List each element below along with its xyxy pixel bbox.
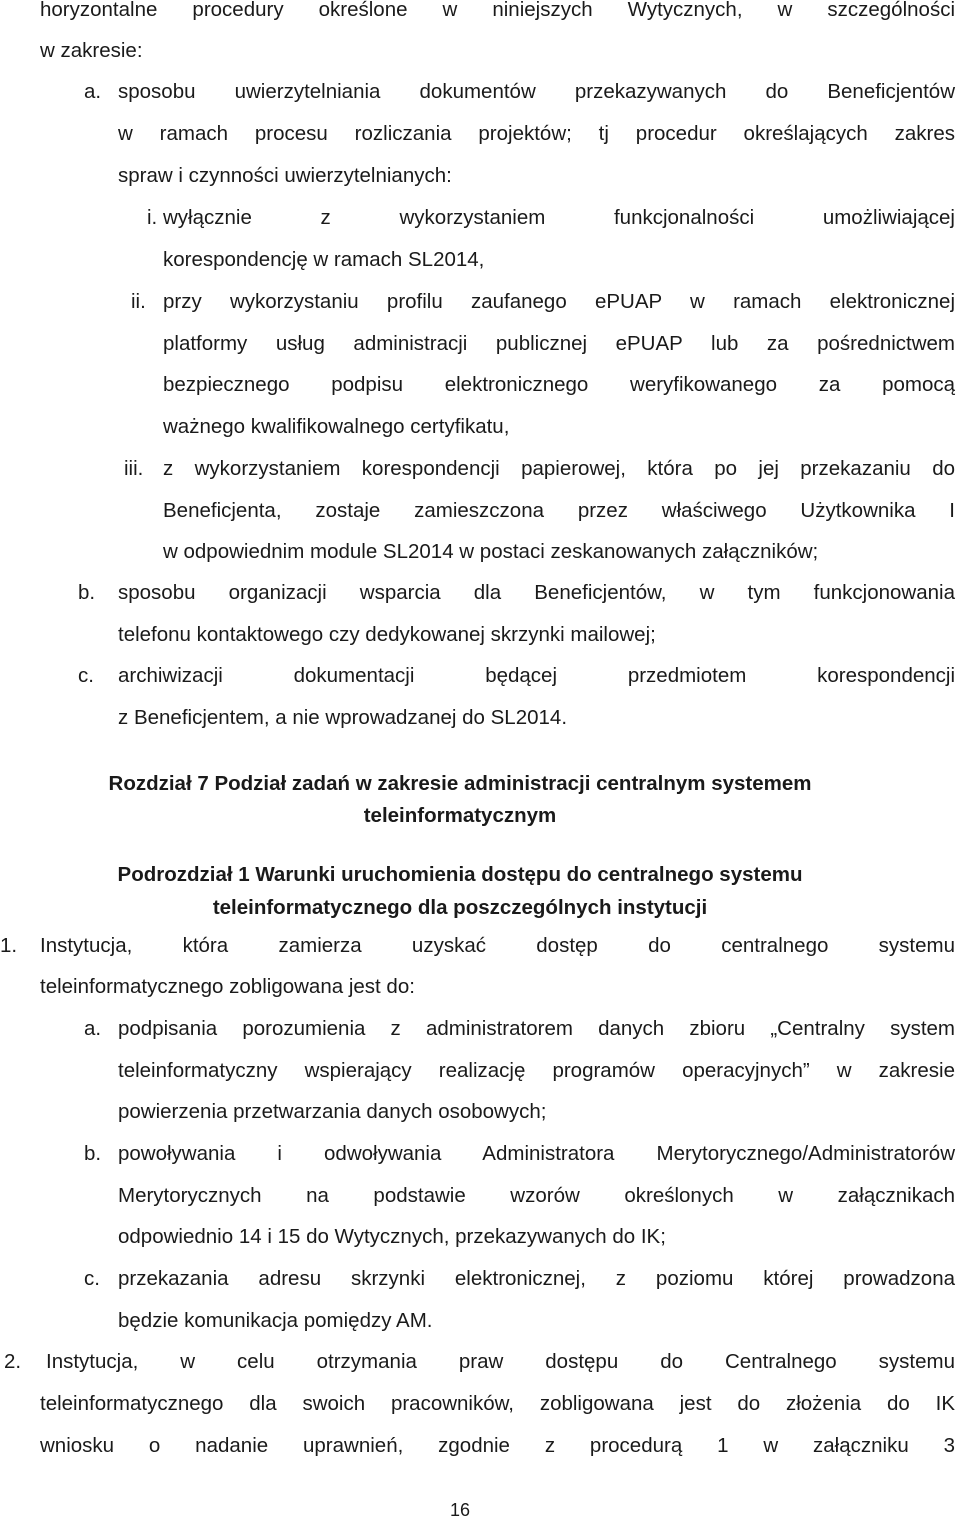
point-line: teleinformatycznego dla swoich pracowników, zobligowana jest do złożenia do IK [40,1392,955,1415]
sublist-item-line: wyłącznie z wykorzystaniem funkcjonalności umożliwiającej [163,206,955,229]
list-item-line: z Beneficjentem, a nie wprowadzanej do SL2014. [118,706,568,729]
list-marker: a. [84,1017,102,1040]
subchapter-heading: teleinformatycznego dla poszczególnych instytucji [212,896,708,919]
chapter-heading: teleinformatycznym [363,804,557,827]
list-item-line: przekazania adresu skrzynki elektronicznej, z poziomu której prowadzona [118,1267,955,1290]
list-item-line: archiwizacji dokumentacji będącej przedmiotem korespondencji [118,664,955,687]
page-number: 16 [449,1500,471,1520]
sublist-item-line: z wykorzystaniem korespondencji papierowej, która po jej przekazaniu do [163,457,955,480]
list-marker: a. [84,80,102,103]
point-line: Instytucja, w celu otrzymania praw dostępu do Centralnego systemu [46,1350,955,1373]
list-item-line: teleinformatyczny wspierający realizację programów operacyjnych” w zakresie [118,1059,955,1082]
list-item-line: sposobu organizacji wsparcia dla Beneficjentów, w tym funkcjonowania [118,581,955,604]
list-item-line: będzie komunikacja pomiędzy AM. [118,1309,433,1332]
list-item-line: spraw i czynności uwierzytelnianych: [118,164,452,187]
sublist-item-line: w odpowiednim module SL2014 w postaci zeskanowanych załączników; [163,540,819,563]
list-item-line: w ramach procesu rozliczania projektów; tj procedur określających zakres [118,122,955,145]
point-marker: 1. [0,934,18,957]
chapter-heading: Rozdział 7 Podział zadań w zakresie administracji centralnym systemem [108,772,812,795]
point-line: wniosku o nadanie uprawnień, zgodnie z procedurą 1 w załączniku 3 [40,1434,955,1457]
point-line: teleinformatycznego zobligowana jest do: [40,975,415,998]
sublist-item-line: bezpiecznego podpisu elektronicznego weryfikowanego za pomocą [163,373,955,396]
list-marker: b. [84,1142,102,1165]
list-item-line: odpowiednio 14 i 15 do Wytycznych, przekazywanych do IK; [118,1225,666,1248]
list-item-line: powoływania i odwoływania Administratora Merytorycznego/Administratorów [118,1142,955,1165]
sublist-item-line: przy wykorzystaniu profilu zaufanego ePUAP w ramach elektronicznej [163,290,955,313]
sublist-marker: iii. [124,457,144,480]
point-marker: 2. [4,1350,22,1373]
intro-line: horyzontalne procedury określone w niniejszych Wytycznych, w szczególności [40,0,955,21]
point-line: Instytucja, która zamierza uzyskać dostęp do centralnego systemu [40,934,955,957]
sublist-item-line: korespondencję w ramach SL2014, [163,248,485,271]
subchapter-heading: Podrozdział 1 Warunki uruchomienia dostępu do centralnego systemu [117,863,803,886]
list-item-line: sposobu uwierzytelniania dokumentów przekazywanych do Beneficjentów [118,80,955,103]
list-marker: b. [78,581,96,604]
list-marker: c. [84,1267,100,1290]
sublist-marker: ii. [131,290,146,313]
list-item-line: powierzenia przetwarzania danych osobowych; [118,1100,547,1123]
sublist-marker: i. [147,206,158,229]
list-item-line: Merytorycznych na podstawie wzorów określonych w załącznikach [118,1184,955,1207]
list-marker: c. [78,664,94,687]
list-item-line: podpisania porozumienia z administratorem danych zbioru „Centralny system [118,1017,955,1040]
sublist-item-line: ważnego kwalifikowalnego certyfikatu, [163,415,510,438]
list-item-line: telefonu kontaktowego czy dedykowanej skrzynki mailowej; [118,623,656,646]
sublist-item-line: platformy usług administracji publicznej ePUAP lub za pośrednictwem [163,332,955,355]
sublist-item-line: Beneficjenta, zostaje zamieszczona przez właściwego Użytkownika I [163,499,955,522]
intro-line: w zakresie: [40,39,143,62]
